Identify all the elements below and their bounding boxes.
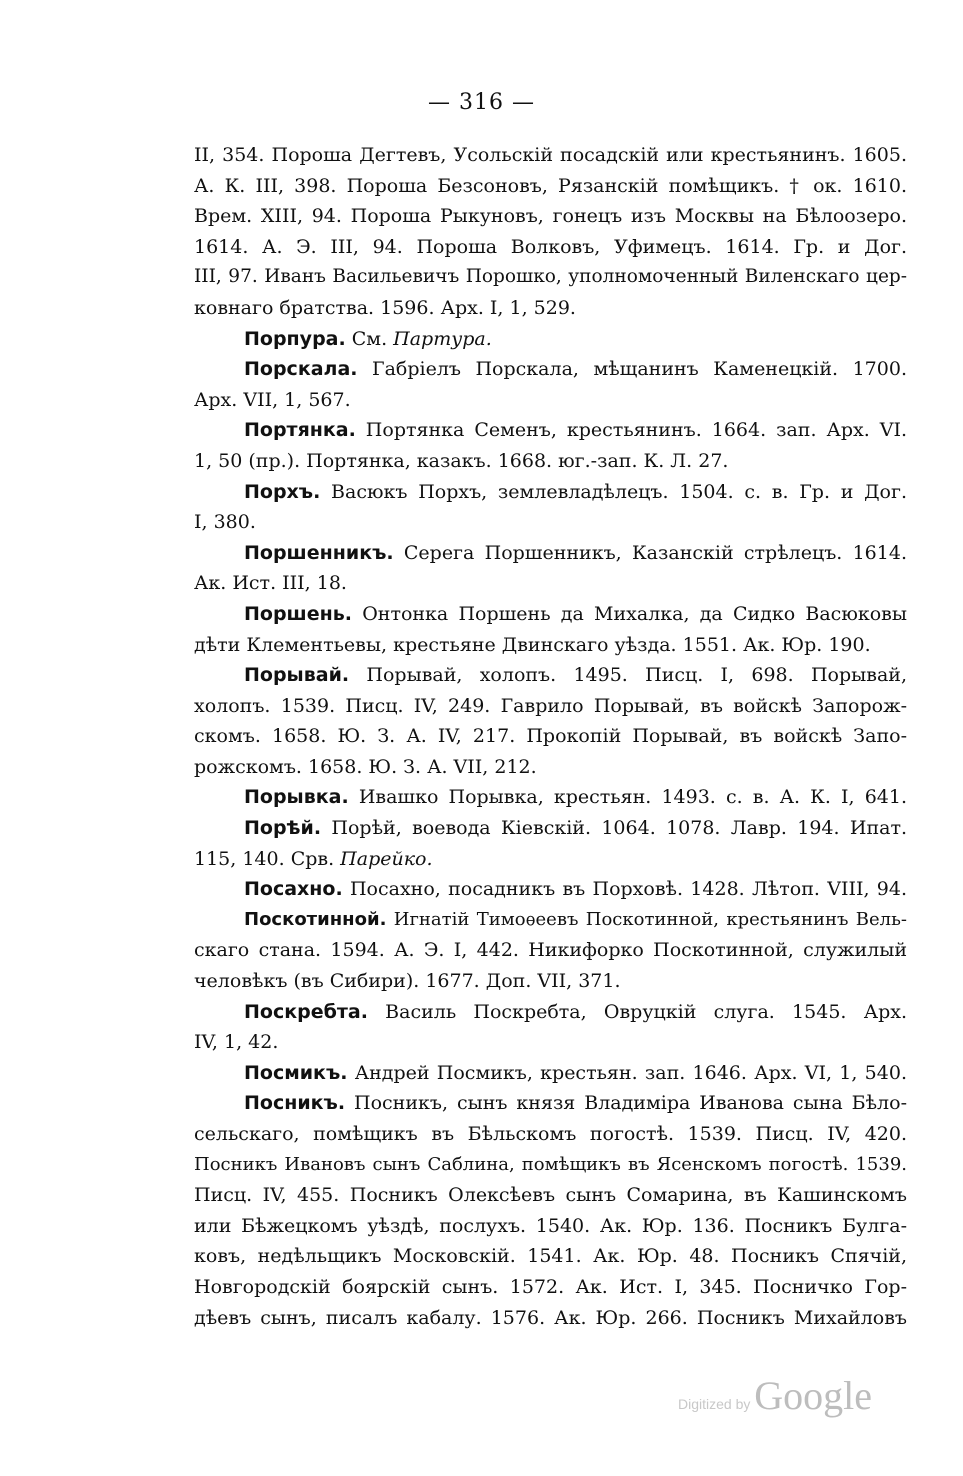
text-line — [194, 1303, 907, 1334]
entry-text: I, 380. — [194, 511, 256, 534]
entry-text: ковнаго братства. 1596. Арх. I, 1, 529. — [194, 296, 576, 319]
text-line — [194, 1119, 907, 1150]
headword: Портянка. — [244, 419, 356, 442]
entry-text: IV, 1, 42. — [194, 1031, 279, 1054]
text-line — [194, 354, 907, 385]
text-line — [194, 201, 907, 232]
headword: Посмикъ. — [244, 1061, 348, 1084]
page-number: — 316 — — [428, 90, 535, 115]
entry-text: Порывай, холопъ. 1495. Писц. I, 698. Порывай, — [349, 664, 907, 687]
text-line — [194, 1027, 907, 1058]
text-line — [194, 171, 907, 202]
text-line — [194, 1058, 907, 1089]
text-line — [194, 1241, 907, 1272]
text-line — [194, 966, 907, 997]
cross-reference: Парейко. — [340, 847, 433, 870]
entry-text: Писц. IV, 455. Посникъ Олексѣевъ сынъ Сомарина, въ Кашинскомъ — [194, 1184, 907, 1207]
entry-text: Посахно, посадникъ въ Порховѣ. 1428. Лѣтоп. VIII, 94. — [342, 878, 907, 901]
entry-text: Порѣй, воевода Кіевскій. 1064. 1078. Лавр. 194. Ипат. — [321, 817, 907, 840]
entry-text: Арх. VII, 1, 567. — [194, 388, 351, 411]
entry-text: Онтонка Поршень да Михалка, да Сидко Васюковы — [351, 602, 907, 625]
entry-text: ковъ, недѣльщикъ Московскій. 1541. Ак. Юр. 48. Посникъ Спячій, — [194, 1245, 907, 1268]
cross-reference: Партура. — [393, 327, 492, 350]
entry-text: 1614. А. Э. III, 94. Пороша Волковъ, Уфимецъ. 1614. Гр. и Дог. — [194, 235, 907, 258]
entry-text: Портянка Семенъ, крестьянинъ. 1664. зап. Арх. VI. — [355, 419, 907, 442]
text-line — [194, 538, 907, 569]
headword: Порхъ. — [244, 480, 321, 503]
text-line — [194, 905, 907, 936]
text-line — [194, 477, 907, 508]
entry-text: Новгородскій боярскій сынъ. 1572. Ак. Ист. I, 345. Посничко Гор- — [194, 1275, 907, 1298]
entry-text: человѣкъ (въ Сибири). 1677. Доп. VII, 371. — [194, 970, 621, 993]
text-line — [194, 721, 907, 752]
text-line — [194, 691, 907, 722]
headword: Посникъ. — [244, 1092, 346, 1115]
headword: Порывай. — [244, 664, 350, 687]
text-line — [194, 997, 907, 1028]
entry-text: рожскомъ. 1658. Ю. З. А. VII, 212. — [194, 755, 537, 778]
text-line — [194, 1211, 907, 1242]
entry-text: Васюкъ Порхъ, землевладѣлецъ. 1504. с. в. Гр. и Дог. — [320, 480, 907, 503]
text-line — [194, 415, 907, 446]
entry-text: 1, 50 (пр.). Портянка, казакъ. 1668. юг.-зап. К. Л. 27. — [194, 449, 729, 472]
text-line — [194, 1150, 907, 1181]
text-line — [194, 446, 907, 477]
entry-text: или Бѣжецкомъ уѣздѣ, послухъ. 1540. Ак. Юр. 136. Посникъ Булга- — [194, 1214, 907, 1237]
entry-text: скомъ. 1658. Ю. З. А. IV, 217. Прокопій Порывай, въ войскѣ Запо- — [194, 725, 907, 748]
entry-text: дѣти Клементьевы, крестьяне Двинскаго уѣзда. 1551. Ак. Юр. 190. — [194, 633, 871, 656]
entry-text: Василь Поскребта, Овруцкій слуга. 1545. Арх. — [367, 1000, 907, 1023]
text-line — [194, 1180, 907, 1211]
text-line — [194, 140, 907, 171]
entry-text: дѣевъ сынъ, писалъ кабалу. 1576. Ак. Юр. 266. Посникъ Михайловъ — [194, 1306, 907, 1329]
headword: Порывка. — [244, 786, 349, 809]
headword: Порпура. — [244, 327, 346, 350]
text-line — [194, 293, 907, 324]
headword: Порѣй. — [244, 817, 322, 840]
headword: Поршенникъ. — [244, 541, 394, 564]
headword: Поскотинной. — [244, 908, 387, 930]
headword: Порскала. — [244, 358, 358, 381]
text-line — [194, 935, 907, 966]
entry-text: III, 97. Иванъ Васильевичъ Порошко, уполномоченный Виленскаго цер- — [194, 266, 907, 288]
entry-text: Посникъ Ивановъ сынъ Саблина, помѣщикъ въ Ясенскомъ погостѣ. 1539. — [194, 1153, 907, 1175]
entry-text: холопъ. 1539. Писц. IV, 249. Гаврило Порывай, въ войскѣ Запорож- — [194, 694, 907, 717]
text-line — [194, 782, 907, 813]
entry-text: 115, 140. Срв. — [194, 847, 341, 870]
text-line — [194, 262, 907, 293]
digitized-by-google-watermark — [678, 1372, 872, 1419]
entry-text: Врем. XIII, 94. Пороша Рыкуновъ, гонецъ изъ Москвы на Бѣлоозеро. — [194, 205, 907, 228]
text-line — [194, 568, 907, 599]
text-line — [194, 660, 907, 691]
entry-text: См. — [345, 327, 394, 350]
entry-text: Посникъ, сынъ князя Владиміра Иванова сына Бѣло- — [345, 1092, 907, 1115]
headword: Посахно. — [244, 878, 343, 901]
text-line — [194, 232, 907, 263]
text-line — [194, 630, 907, 661]
text-line — [194, 507, 907, 538]
text-line — [194, 1088, 907, 1119]
entry-text: Ак. Ист. III, 18. — [194, 572, 347, 595]
text-line — [194, 385, 907, 416]
entry-text: Габріелъ Порскала, мѣщанинъ Каменецкій. 1700. — [357, 358, 907, 381]
watermark-prefix: Digitized by — [678, 1396, 755, 1412]
entry-text: Андрей Посмикъ, крестьян. зап. 1646. Арх. VI, 1, 540. — [347, 1061, 907, 1084]
text-line — [194, 752, 907, 783]
text-line — [194, 874, 907, 905]
text-line — [194, 1272, 907, 1303]
text-line — [194, 599, 907, 630]
headword: Поскребта. — [244, 1000, 368, 1023]
text-line — [194, 844, 907, 875]
entry-text: скаго стана. 1594. А. Э. I, 442. Никифорко Поскотинной, служилый — [194, 939, 907, 962]
headword: Поршень. — [244, 602, 352, 625]
text-line — [194, 324, 907, 355]
entry-text: Игнатій Тимоѳеевъ Поскотинной, крестьянинъ Вель- — [386, 908, 907, 930]
entry-text: А. К. III, 398. Пороша Безсоновъ, Рязанскій помѣщикъ. † ок. 1610. — [194, 174, 907, 197]
entry-text: сельскаго, помѣщикъ въ Бѣльскомъ погостѣ. 1539. Писц. IV, 420. — [194, 1123, 907, 1145]
dictionary-text — [194, 140, 907, 1333]
watermark-google-logo: Google — [754, 1373, 873, 1418]
entry-text: Ивашко Порывка, крестьян. 1493. с. в. А. К. I, 641. — [348, 786, 907, 809]
text-line — [194, 813, 907, 844]
entry-text: Серега Поршенникъ, Казанскій стрѣлецъ. 1614. — [393, 541, 907, 564]
entry-text: II, 354. Пороша Дегтевъ, Усольскій посадскій или крестьянинъ. 1605. — [194, 144, 907, 166]
